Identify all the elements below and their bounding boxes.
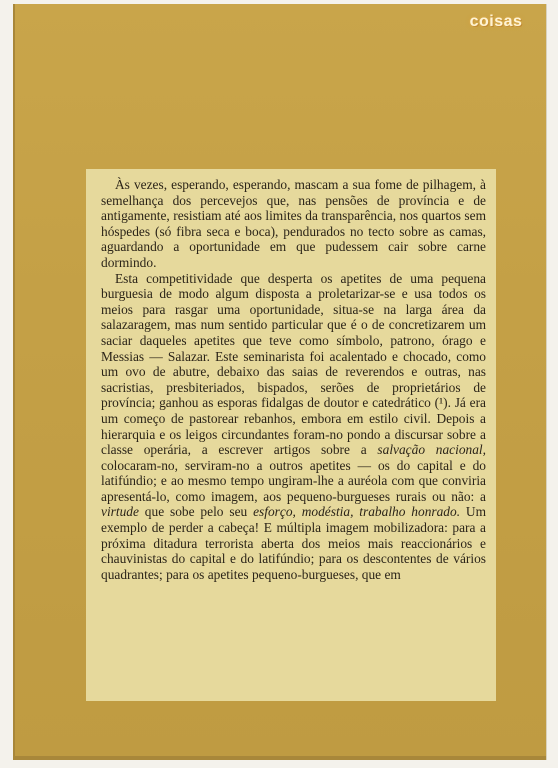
publisher-logo-text: coisas [469,13,523,30]
paragraph-2 [101,271,486,583]
text-panel [86,169,496,701]
italic-esforco: esforço, modéstia, trabalho honrado. [253,504,461,520]
book-back-cover [13,4,547,760]
paragraph-2-part-a: Esta competitividade que desperta os apetites de uma pequena burguesia de modo algum disposta a proletarizar-se e usa todos os meios para rasgar uma oportunidade, situa-se na larga área da salazaragem, mas num sentido particular que é o de concretizarem um saciar daqueles apetites que teve como símbolo, patrono, órago e Messias — Salazar. Este seminarista foi acalentado e chocado, como um ovo de abutre, debaixo das saias de reverendos e outras, nas sacristias, presbiteriados, bispados, serões de proprietários de província; ganhou as esporas fidalgas de doutor e catedrático (¹). Já era um começo de pastorear rebanhos, embora em estilo civil. Depois a hierarquia e os leigos circundantes foram-no pondo a discursar sobre a classe operária, a escrever artigos sobre a [101,270,486,458]
italic-virtude: virtude [101,504,139,520]
paragraph-2-part-c: que sobe pelo seu [138,504,254,520]
paragraph-2-part-b: colocaram-no, serviram-no a outros apetites — os do capital e do latifúndio; e ao mesmo tempo ungiram-lhe a auréola com que conviria apresentá-lo, como imagem, aos pequeno-burgueses rurais ou não: a [101,457,486,504]
paragraph-2-part-d: Um exemplo de perder a cabeça! E múltipla imagem mobilizadora: para a próxima ditadura terrorista aberta dos meios mais reaccionários e chauvinistas do capital e do latifúndio; para os descontentes de vários quadrantes; para os apetites pequeno-burgueses, que em [101,504,487,582]
italic-salvacao-nacional: salvação nacional, [377,442,486,458]
paragraph-1: Às vezes, esperando, esperando, mascam a sua fome de pilhagem, à semelhança dos percevejos que, nas pensões de província e de antigamente, resistiam até aos limites da transparência, nos quartos sem hóspedes (só fibra seca e boca), pendurados no tecto sobre as camas, aguardando a oportunidade em que pudessem cair sobre carne dormindo. [101,177,486,270]
publisher-logo [455,10,537,34]
